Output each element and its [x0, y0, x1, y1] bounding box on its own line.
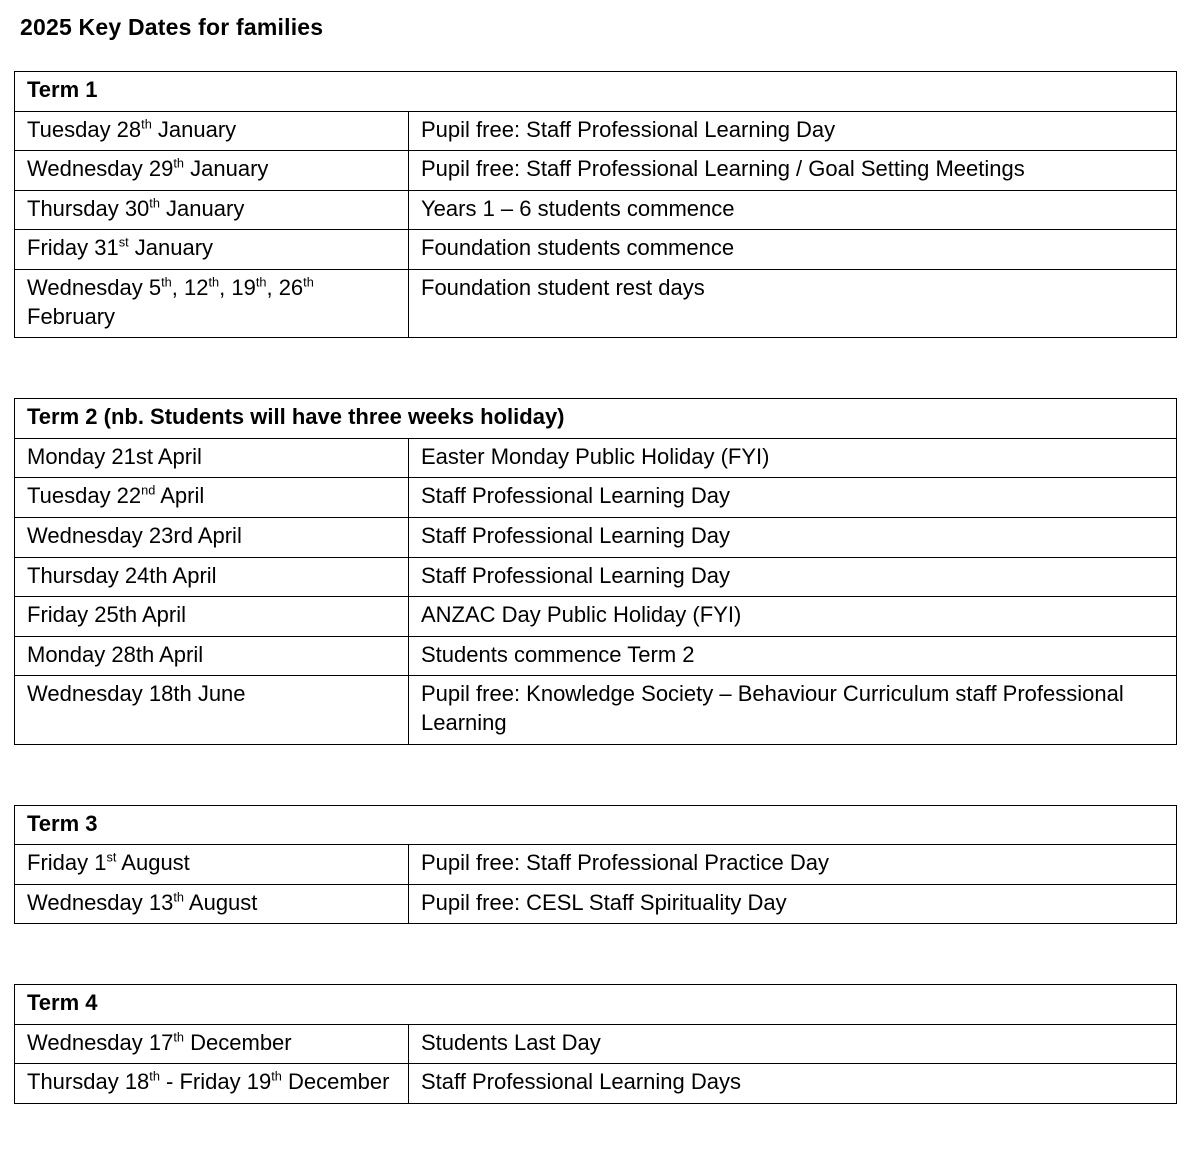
event-cell: Pupil free: Staff Professional Learning Day [409, 111, 1177, 151]
date-cell: Tuesday 22nd April [15, 478, 409, 518]
date-cell: Wednesday 17th December [15, 1024, 409, 1064]
table-row [15, 111, 1177, 151]
table-row [15, 845, 1177, 885]
date-cell: Thursday 30th January [15, 190, 409, 230]
term-2-header-row [15, 399, 1177, 439]
event-cell: Pupil free: Knowledge Society – Behaviour Curriculum staff Professional Learning [409, 676, 1177, 744]
table-row [15, 884, 1177, 924]
term-3-header-row [15, 805, 1177, 845]
date-cell: Wednesday 18th June [15, 676, 409, 744]
table-row [15, 190, 1177, 230]
term-3-header: Term 3 [15, 805, 1177, 845]
event-cell: Easter Monday Public Holiday (FYI) [409, 438, 1177, 478]
table-row [15, 1024, 1177, 1064]
term-3-body [15, 845, 1177, 924]
document-title: 2025 Key Dates for families [20, 14, 324, 40]
date-cell: Monday 21st April [15, 438, 409, 478]
event-cell: Pupil free: Staff Professional Practice Day [409, 845, 1177, 885]
term-4-table [14, 984, 1177, 1104]
date-cell: Friday 1st August [15, 845, 409, 885]
event-cell: Pupil free: Staff Professional Learning / Goal Setting Meetings [409, 151, 1177, 191]
date-cell: Monday 28th April [15, 636, 409, 676]
event-cell: Foundation students commence [409, 230, 1177, 270]
table-row [15, 597, 1177, 637]
term-3-table [14, 805, 1177, 925]
date-cell: Wednesday 5th, 12th, 19th, 26th February [15, 269, 409, 337]
term-2-header: Term 2 (nb. Students will have three weeks holiday) [15, 399, 1177, 439]
event-cell: ANZAC Day Public Holiday (FYI) [409, 597, 1177, 637]
event-cell: Staff Professional Learning Day [409, 478, 1177, 518]
table-row [15, 438, 1177, 478]
term-4-header: Term 4 [15, 985, 1177, 1025]
date-cell: Thursday 18th - Friday 19th December [15, 1064, 409, 1104]
event-cell: Students commence Term 2 [409, 636, 1177, 676]
event-cell: Pupil free: CESL Staff Spirituality Day [409, 884, 1177, 924]
term-1-header-row [15, 72, 1177, 112]
term-1-header: Term 1 [15, 72, 1177, 112]
table-row [15, 636, 1177, 676]
term-1-body [15, 111, 1177, 338]
term-2-body [15, 438, 1177, 744]
table-row [15, 478, 1177, 518]
term-4-body [15, 1024, 1177, 1103]
event-cell: Foundation student rest days [409, 269, 1177, 337]
table-row [15, 1064, 1177, 1104]
term-1-table [14, 71, 1177, 338]
event-cell: Years 1 – 6 students commence [409, 190, 1177, 230]
date-cell: Thursday 24th April [15, 557, 409, 597]
table-row [15, 517, 1177, 557]
date-cell: Friday 25th April [15, 597, 409, 637]
date-cell: Wednesday 13th August [15, 884, 409, 924]
event-cell: Staff Professional Learning Day [409, 517, 1177, 557]
table-row [15, 230, 1177, 270]
date-cell: Tuesday 28th January [15, 111, 409, 151]
event-cell: Students Last Day [409, 1024, 1177, 1064]
term-2-table [14, 398, 1177, 744]
date-cell: Friday 31st January [15, 230, 409, 270]
table-row [15, 269, 1177, 337]
table-row [15, 676, 1177, 744]
date-cell: Wednesday 29th January [15, 151, 409, 191]
table-row [15, 151, 1177, 191]
event-cell: Staff Professional Learning Day [409, 557, 1177, 597]
event-cell: Staff Professional Learning Days [409, 1064, 1177, 1104]
term-4-header-row [15, 985, 1177, 1025]
table-row [15, 557, 1177, 597]
date-cell: Wednesday 23rd April [15, 517, 409, 557]
